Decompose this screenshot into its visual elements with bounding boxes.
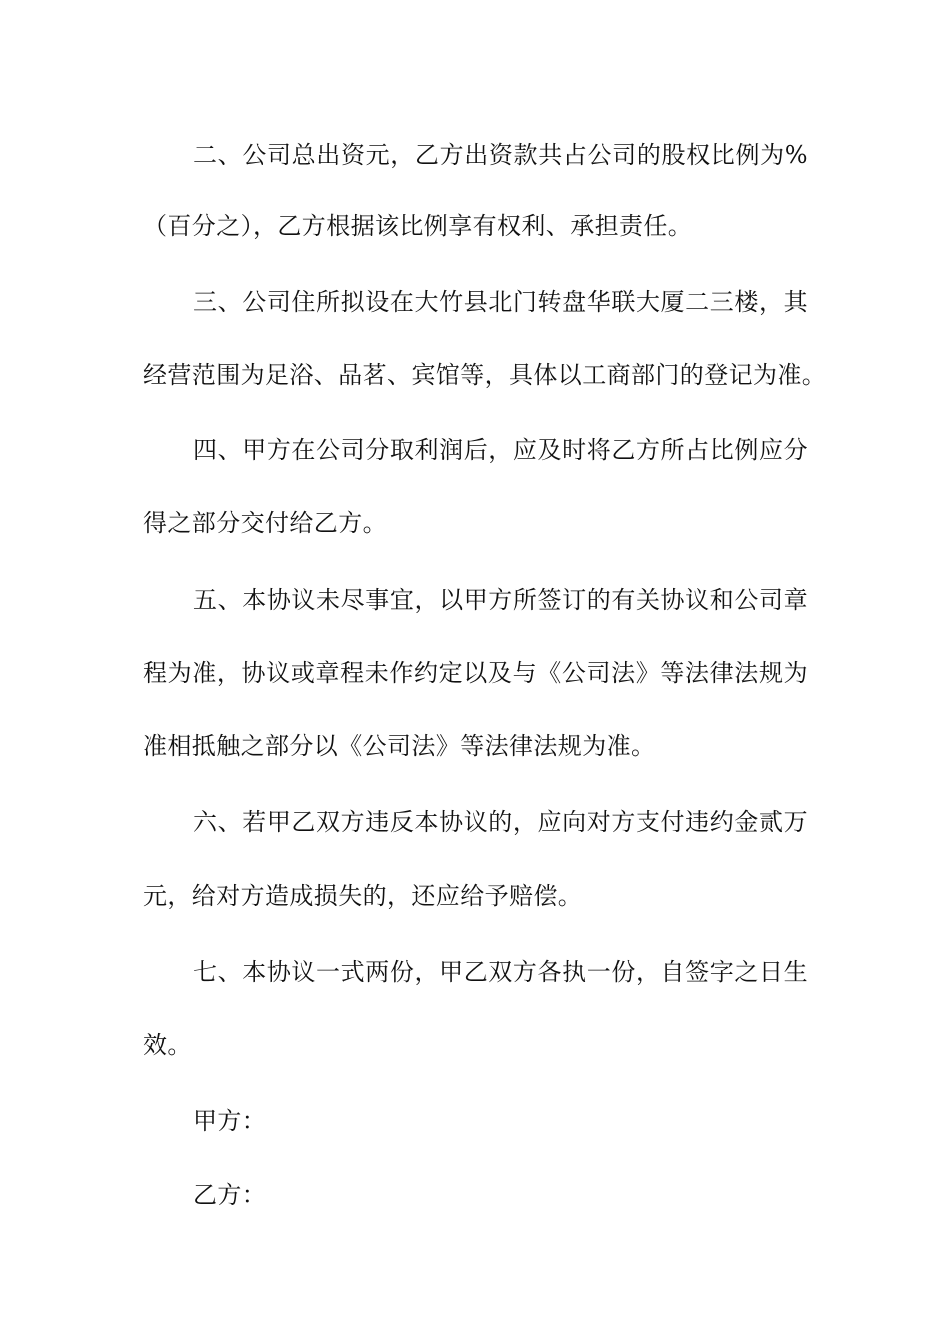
clause-6-line-1: 六、若甲乙双方违反本协议的，应向对方支付违约金贰万 <box>193 808 808 836</box>
clause-5-line-3: 准相抵触之部分以《公司法》等法律法规为准。 <box>143 732 656 760</box>
clause-3-line-1: 三、公司住所拟设在大竹县北门转盘华联大厦二三楼，其 <box>193 288 808 316</box>
clause-5-line-2: 程为准，协议或章程未作约定以及与《公司法》等法律法规为 <box>143 659 808 687</box>
clause-2-line-1: 二、公司总出资元，乙方出资款共占公司的股权比例为% <box>193 141 808 169</box>
clause-7-line-2: 效。 <box>143 1031 192 1059</box>
party-b-signature-label: 乙方： <box>193 1181 267 1209</box>
clause-4-line-2: 得之部分交付给乙方。 <box>143 509 387 537</box>
clause-7-line-1: 七、本协议一式两份，甲乙双方各执一份，自签字之日生 <box>193 958 808 986</box>
clause-5-line-1: 五、本协议未尽事宜，以甲方所签订的有关协议和公司章 <box>193 586 808 614</box>
clause-2-line-2: （百分之），乙方根据该比例享有权利、承担责任。 <box>143 212 693 240</box>
clause-6-line-2: 元，给对方造成损失的，还应给予赔偿。 <box>143 882 583 910</box>
clause-3-line-2: 经营范围为足浴、品茗、宾馆等，具体以工商部门的登记为准。 <box>143 361 827 389</box>
clause-4-line-1: 四、甲方在公司分取利润后，应及时将乙方所占比例应分 <box>193 436 808 464</box>
party-a-signature-label: 甲方： <box>193 1107 267 1135</box>
